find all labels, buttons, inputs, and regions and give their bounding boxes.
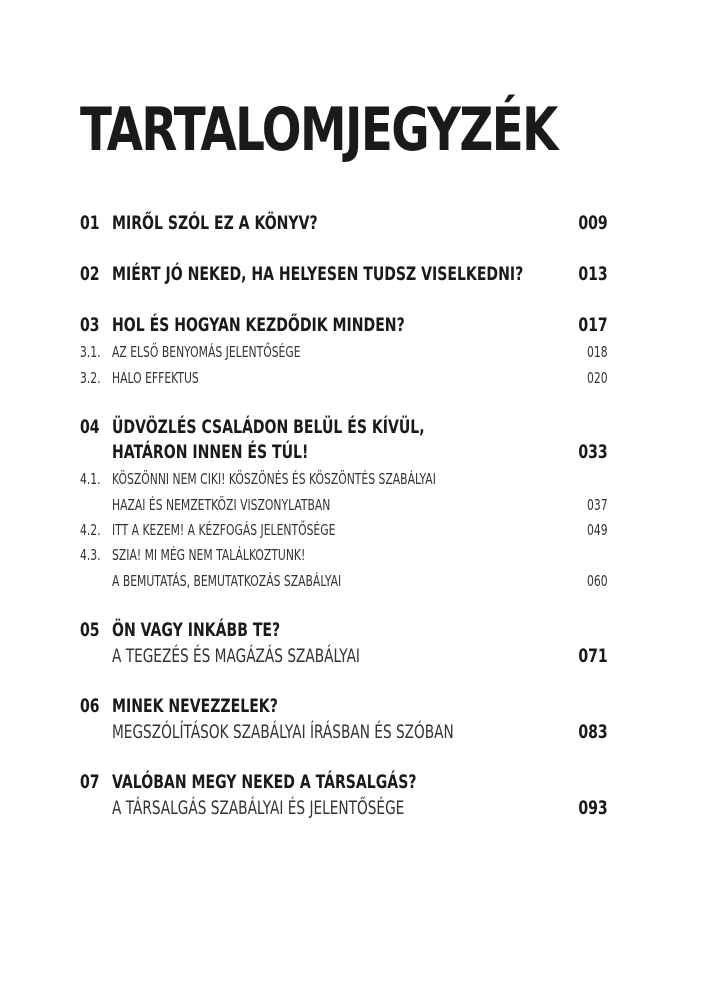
chapter-number: 05: [80, 619, 100, 641]
chapter-number: 07: [80, 771, 100, 793]
chapter-subtitle: MEGSZÓLÍTÁSOK SZABÁLYAI ÍRÁSBAN ÉS SZÓBAN: [112, 721, 454, 743]
chapter-title: HOL ÉS HOGYAN KEZDŐDIK MINDEN?: [112, 314, 405, 336]
section-4-2-row[interactable]: [80, 517, 608, 543]
chapter-06-subtitle-row[interactable]: [80, 719, 608, 745]
section-4-3-row[interactable]: [80, 542, 608, 568]
chapter-page-number: 083: [578, 721, 608, 743]
section-title: HALO EFFEKTUS: [112, 369, 199, 387]
chapter-subtitle: A TEGEZÉS ÉS MAGÁZÁS SZABÁLYAI: [112, 645, 360, 667]
section-number: 4.2.: [80, 521, 101, 539]
section-4-3-row-2[interactable]: [80, 568, 608, 594]
chapter-title-line-2: HATÁRON INNEN ÉS TÚL!: [112, 441, 309, 463]
chapter-07-subtitle-row[interactable]: [80, 795, 608, 821]
section-3-1-row[interactable]: [80, 339, 608, 365]
chapter-05-subtitle-row[interactable]: [80, 643, 608, 669]
section-number: 3.1.: [80, 343, 101, 361]
chapter-04-row[interactable]: [80, 414, 608, 440]
chapter-title: VALÓBAN MEGY NEKED A TÁRSALGÁS?: [112, 771, 417, 793]
section-4-1-row[interactable]: [80, 466, 608, 492]
chapter-number: 02: [80, 263, 100, 285]
section-page-number: 037: [587, 496, 608, 514]
section-title: AZ ELSŐ BENYOMÁS JELENTŐSÉGE: [112, 343, 301, 361]
chapter-subtitle: A TÁRSALGÁS SZABÁLYAI ÉS JELENTŐSÉGE: [112, 797, 405, 819]
chapter-number: 04: [80, 416, 100, 438]
chapter-title: MIRŐL SZÓL EZ A KÖNYV?: [112, 212, 318, 234]
chapter-04-row-2[interactable]: [80, 439, 608, 465]
chapter-title: ÖN VAGY INKÁBB TE?: [112, 619, 281, 641]
chapter-number: 01: [80, 212, 100, 234]
page-title: TARTALOMJEGYZÉK: [80, 95, 557, 165]
section-title-line-2: A BEMUTATÁS, BEMUTATKOZÁS SZABÁLYAI: [112, 572, 342, 590]
section-title-line-1: SZIA! MI MÉG NEM TALÁLKOZTUNK!: [112, 546, 306, 564]
section-number: 4.3.: [80, 546, 101, 564]
section-title-line-2: HAZAI ÉS NEMZETKÖZI VISZONYLATBAN: [112, 496, 331, 514]
chapter-06-row[interactable]: [80, 693, 608, 719]
chapter-03-row[interactable]: [80, 312, 608, 338]
section-3-2-row[interactable]: [80, 365, 608, 391]
section-title-line-1: KÖSZÖNNI NEM CIKI! KÖSZÖNÉS ÉS KÖSZÖNTÉS SZABÁLYAI: [112, 470, 436, 488]
chapter-title: MINEK NEVEZZELEK?: [112, 695, 278, 717]
chapter-05-row[interactable]: [80, 617, 608, 643]
chapter-page-number: 033: [578, 441, 608, 463]
section-number: 3.2.: [80, 369, 101, 387]
chapter-01-row[interactable]: [80, 210, 608, 236]
chapter-number: 03: [80, 314, 100, 336]
chapter-title-line-1: ÜDVÖZLÉS CSALÁDON BELÜL ÉS KÍVÜL,: [112, 416, 425, 438]
chapter-page-number: 093: [578, 797, 608, 819]
chapter-page-number: 009: [578, 212, 608, 234]
section-page-number: 049: [587, 521, 608, 539]
section-number: 4.1.: [80, 470, 101, 488]
chapter-page-number: 017: [578, 314, 608, 336]
chapter-page-number: 013: [578, 263, 608, 285]
chapter-page-number: 071: [578, 645, 608, 667]
chapter-02-row[interactable]: [80, 261, 608, 287]
section-page-number: 018: [587, 343, 608, 361]
section-title: ITT A KEZEM! A KÉZFOGÁS JELENTŐSÉGE: [112, 521, 336, 539]
section-4-1-row-2[interactable]: [80, 492, 608, 518]
chapter-title: MIÉRT JÓ NEKED, HA HELYESEN TUDSZ VISELKEDNI?: [112, 263, 524, 285]
section-page-number: 060: [587, 572, 608, 590]
section-page-number: 020: [587, 369, 608, 387]
chapter-07-row[interactable]: [80, 769, 608, 795]
chapter-number: 06: [80, 695, 100, 717]
